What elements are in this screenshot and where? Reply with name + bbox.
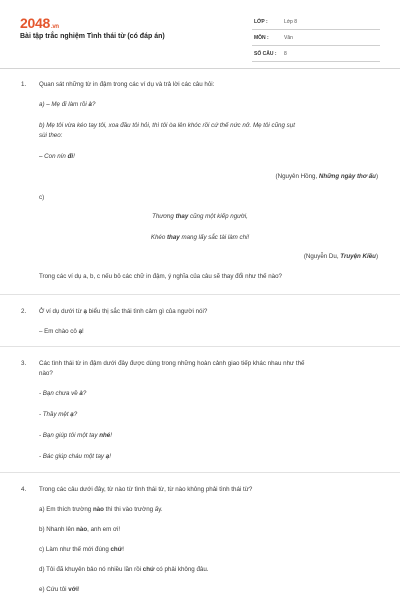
list-item: - Thầy mệt ạ?: [39, 411, 78, 418]
list-item: e) Cứu tôi với!: [39, 586, 80, 593]
question-text: Quan sát những từ in đậm trong các ví dụ và trả lời các câu hỏi:: [39, 81, 215, 88]
example-line: – Em chào cô ạ!: [39, 328, 84, 335]
question-text: Trong các câu dưới đây, từ nào từ tình thái từ, từ nào không phải tình thái từ?: [39, 486, 253, 493]
example-b-line: b) Mẹ tôi vừa kéo tay tôi, xoa đầu tôi hỏi, thì tôi òa lên khóc rồi cứ thế nức nở. Mẹ tôi cũng sụt: [39, 122, 295, 129]
meta-value: Văn: [284, 35, 293, 41]
example-b-line: sùi theo:: [39, 132, 63, 139]
example-a: a) – Mẹ đi làm rồi à?: [39, 101, 96, 108]
list-item: - Bạn giúp tôi một tay nhé!: [39, 432, 112, 439]
example-b-quote: – Con nín đi!: [39, 153, 75, 160]
meta-row-count: [252, 46, 380, 62]
question-text: nào?: [39, 370, 53, 377]
question-text: Các tình thái từ in đậm dưới đây được dùng trong những hoàn cảnh giao tiếp khác nhau như thế: [39, 360, 305, 367]
meta-label: MÔN :: [254, 35, 269, 41]
question-text: Ở ví dụ dưới từ ạ biểu thị sắc thái tình cảm gì của người nói?: [39, 308, 208, 315]
list-item: b) Nhanh lên nào, anh em ơi!: [39, 526, 121, 533]
poem-line: Thương thay cũng một kiếp người,: [152, 213, 248, 220]
meta-row-class: [252, 14, 380, 30]
document-title: Bài tập trắc nghiệm Tình thái từ (có đáp án): [20, 33, 165, 40]
meta-label: LỚP :: [254, 19, 268, 25]
example-b-source: (Nguyên Hồng, Những ngày thơ ấu): [275, 173, 378, 180]
meta-table: [252, 14, 380, 62]
list-item: - Bác giúp cháu một tay ạ!: [39, 453, 111, 460]
question-divider: [0, 346, 400, 347]
list-item: d) Tôi đã khuyên bảo nó nhiều lần rồi chứ có phải không đâu.: [39, 566, 209, 573]
question-divider: [0, 472, 400, 473]
site-logo[interactable]: 2048.vn: [20, 15, 59, 31]
meta-value: Lớp 8: [284, 19, 298, 25]
meta-row-subject: [252, 30, 380, 46]
list-item: a) Em thích trường nào thì thi vào trường ấy.: [39, 506, 163, 513]
question-prompt: Trong các ví dụ a, b, c nếu bỏ các chữ in đậm, ý nghĩa của câu sẽ thay đổi như thế nào?: [39, 273, 282, 280]
question-number: 2.: [21, 308, 27, 315]
question-number: 1.: [21, 81, 27, 88]
header-divider: [0, 68, 400, 69]
question-divider: [0, 294, 400, 295]
meta-label: SỐ CÂU :: [254, 51, 277, 57]
example-c-source: (Nguyễn Du, Truyện Kiều): [303, 253, 378, 260]
document-header: [0, 0, 400, 68]
question-number: 4.: [21, 486, 27, 493]
example-c-label: c): [39, 194, 45, 201]
list-item: - Bạn chưa về à?: [39, 390, 87, 397]
meta-value: 8: [284, 51, 287, 57]
list-item: c) Làm như thế mới đúng chứ!: [39, 546, 124, 553]
poem-line: Khéo thay mang lấy sắc tài làm chi!: [150, 234, 250, 241]
question-number: 3.: [21, 360, 27, 367]
